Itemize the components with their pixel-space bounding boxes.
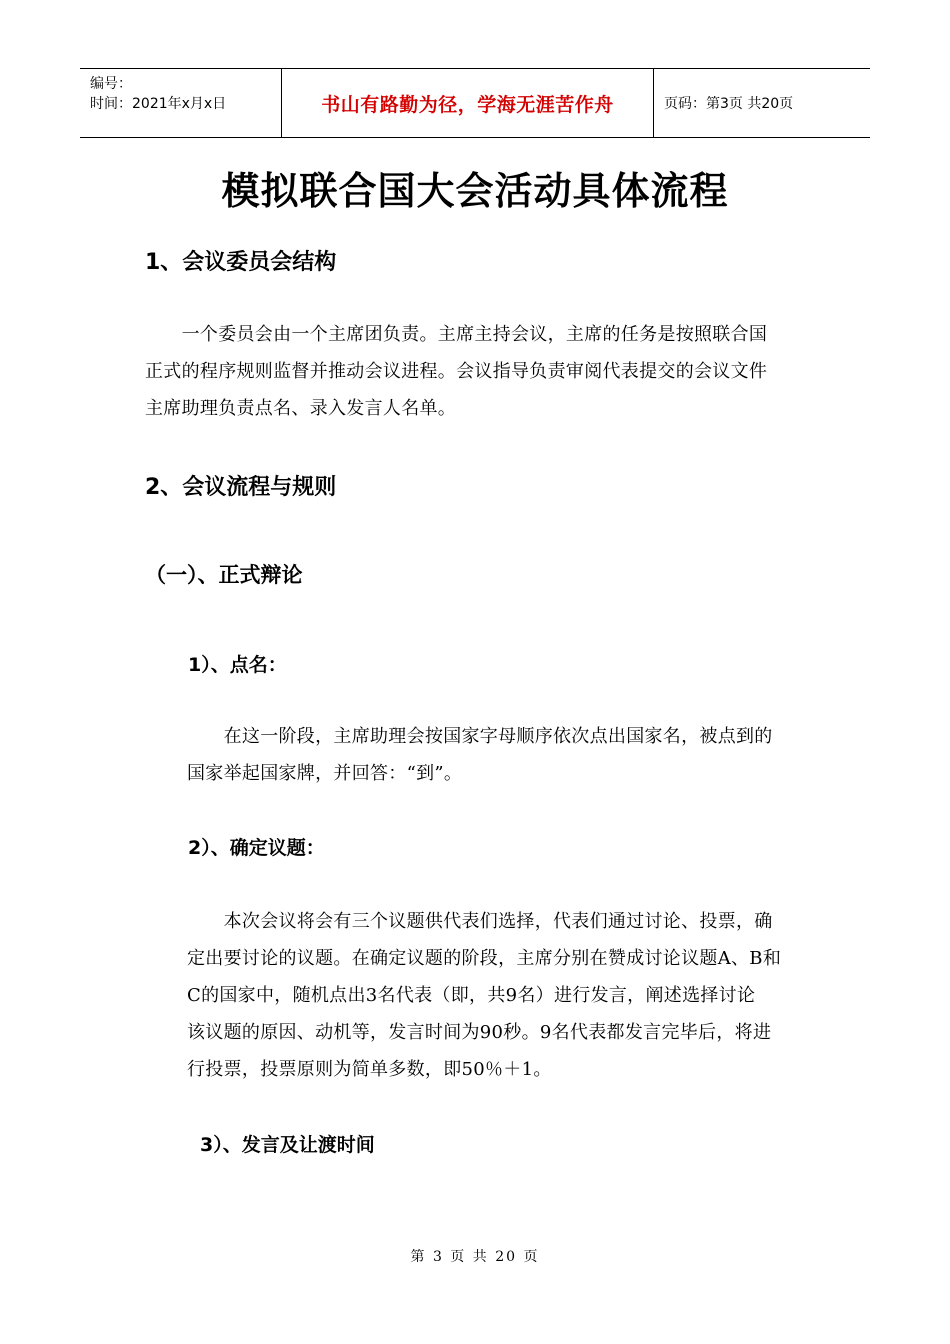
paragraph-line: 在这一阶段，主席助理会按国家字母顺序依次点出国家名，被点到的 (187, 726, 773, 747)
paragraph-line: 行投票，投票原则为简单多数，即50％＋1。 (187, 1059, 552, 1080)
section-structure-paragraph (145, 316, 767, 427)
number-label: 编号： (90, 76, 132, 92)
section-heading-structure: 1、会议委员会结构 (145, 250, 337, 275)
paragraph-line: 定出要讨论的议题。在确定议题的阶段，主席分别在赞成讨论议题A、B和 (187, 948, 782, 969)
paragraph-line: 国家举起国家牌，并回答：“到”。 (187, 763, 463, 784)
page-footer: 第 3 页 共 20 页 (410, 1249, 540, 1265)
document-header (80, 68, 870, 138)
motto: 书山有路勤为径，学海无涯苦作舟 (321, 93, 614, 116)
document-title: 模拟联合国大会活动具体流程 (221, 169, 729, 213)
roll-call-paragraph (187, 718, 773, 792)
page-label: 页码：第3页 共20页 (664, 96, 794, 112)
paragraph-line: 本次会议将会有三个议题供代表们选择，代表们通过讨论、投票，确 (187, 911, 773, 932)
header-info (80, 69, 281, 137)
item-heading-set-agenda: 2）、确定议题： (188, 837, 325, 859)
set-agenda-paragraph (187, 903, 781, 1088)
time-label: 时间：2021年x月x日 (90, 96, 227, 112)
paragraph-line: 主席助理负责点名、录入发言人名单。 (145, 398, 457, 419)
subsection-heading-formal-debate: （一）、正式辩论 (145, 563, 303, 587)
paragraph-line: 一个委员会由一个主席团负责。主席主持会议，主席的任务是按照联合国 (145, 324, 768, 345)
item-heading-roll-call: 1）、点名： (188, 654, 287, 676)
header-page-cell (654, 69, 870, 137)
paragraph-line: 正式的程序规则监督并推动会议进程。会议指导负责审阅代表提交的会议文件 (145, 361, 768, 382)
section-heading-procedure: 2、会议流程与规则 (145, 475, 337, 500)
paragraph-line: 该议题的原因、动机等，发言时间为90秒。9名代表都发言完毕后，将进 (187, 1022, 772, 1043)
item-heading-speech-yield: 3）、发言及让渡时间 (200, 1134, 375, 1156)
paragraph-line: C的国家中，随机点出3名代表（即，共9名）进行发言，阐述选择讨论 (187, 985, 756, 1006)
header-motto-cell (281, 69, 654, 137)
